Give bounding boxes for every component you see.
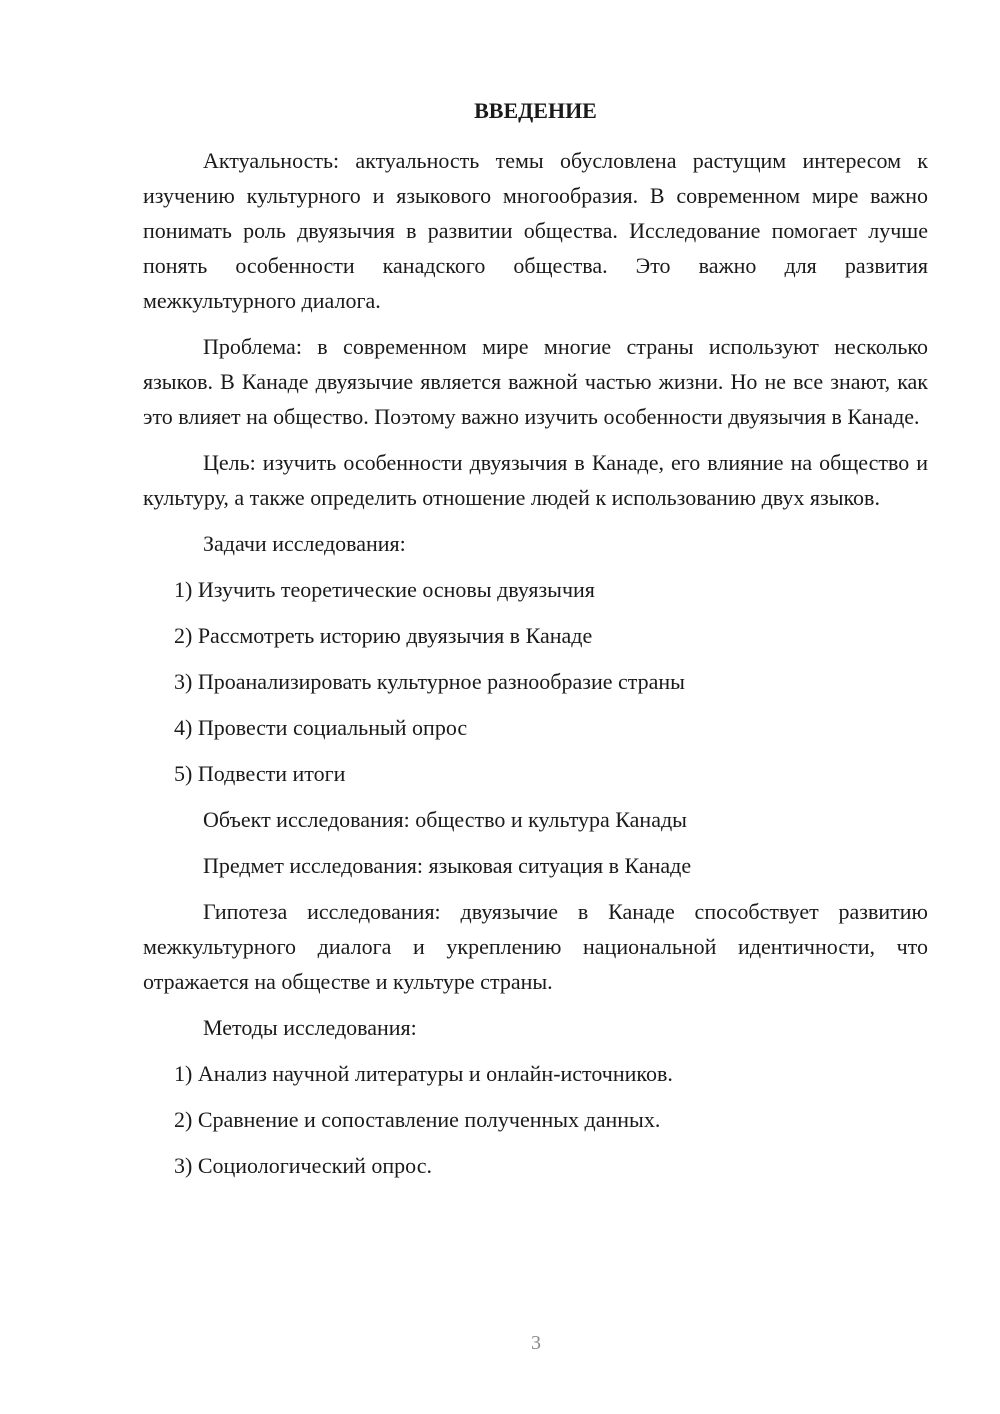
task-item: 5) Подвести итоги	[174, 761, 346, 786]
method-item: 3) Социологический опрос.	[174, 1153, 432, 1178]
methods-heading: Методы исследования:	[203, 1015, 417, 1040]
object-line: Объект исследования: общество и культура Канады	[203, 807, 687, 832]
task-item: 1) Изучить теоретические основы двуязычия	[174, 577, 595, 602]
page-title: ВВЕДЕНИЕ	[474, 98, 597, 123]
goal-paragraph: Цель: изучить особенности двуязычия в Канаде, его влияние на общество и культуру, а также определить отношение людей к использованию двух языков.	[143, 450, 928, 510]
methods-list	[143, 1056, 928, 1183]
task-item: 2) Рассмотреть историю двуязычия в Канаде	[174, 623, 593, 648]
problem-paragraph: Проблема: в современном мире многие страны используют несколько языков. В Канаде двуязычие является важной частью жизни. Но не все знают, как это влияет на общество. Поэтому важно изучить особенности двуязычия в Канаде.	[143, 334, 928, 429]
tasks-heading: Задачи исследования:	[203, 531, 406, 556]
method-item: 2) Сравнение и сопоставление полученных данных.	[174, 1107, 661, 1132]
task-item: 3) Проанализировать культурное разнообразие страны	[174, 669, 685, 694]
hypothesis-paragraph: Гипотеза исследования: двуязычие в Канаде способствует развитию межкультурного диалога и укреплению национальной идентичности, что отражается на обществе и культуре страны.	[143, 899, 928, 994]
method-item: 1) Анализ научной литературы и онлайн-источников.	[174, 1061, 673, 1086]
task-item: 4) Провести социальный опрос	[174, 715, 468, 740]
document-body	[143, 143, 928, 1194]
subject-line: Предмет исследования: языковая ситуация в Канаде	[203, 853, 692, 878]
relevance-paragraph: Актуальность: актуальность темы обусловлена растущим интересом к изучению культурного и языкового многообразия. В современном мире важно понимать роль двуязычия в развитии общества. Исследование помогает лучше понять особенности канадского общества. Это важно для развития межкультурного диалога.	[143, 148, 928, 313]
tasks-list	[143, 572, 928, 791]
page-number: 3	[531, 1332, 541, 1354]
